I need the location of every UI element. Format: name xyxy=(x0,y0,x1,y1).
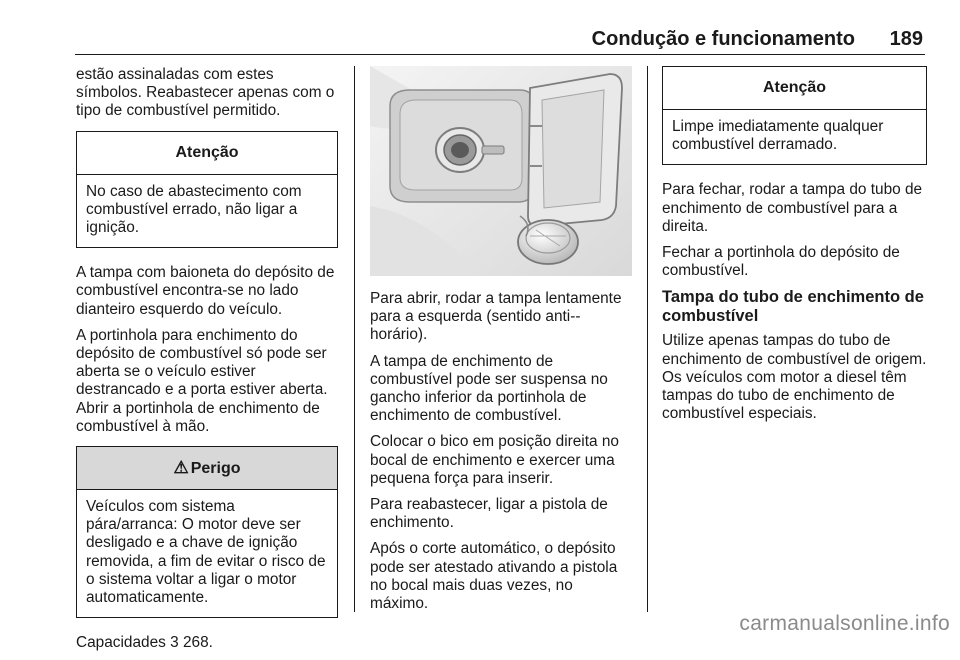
column-left xyxy=(76,66,338,660)
paragraph: Para abrir, rodar a tampa lentamente para a esquerda (sentido anti--horário). xyxy=(370,290,622,344)
page-number: 189 xyxy=(889,28,923,50)
paragraph: Após o corte automático, o depósito pode ser atestado ativando a pistola no bocal mais duas vezes, no máximo. xyxy=(370,540,618,613)
danger-title: Perigo xyxy=(190,460,241,478)
danger-box xyxy=(76,446,338,618)
attention-text: Limpe imediatamente qualquer combustível derramado. xyxy=(672,118,884,154)
capacities-link[interactable]: 3 268. xyxy=(170,634,213,652)
attention-box xyxy=(76,131,338,249)
paragraph: A tampa com baioneta do depósito de combustível encontra-se no lado dianteiro esquerdo do veículo. xyxy=(76,264,335,318)
danger-header xyxy=(77,447,337,490)
column-middle xyxy=(370,66,632,621)
fuel-filler-door-illustration xyxy=(370,66,632,276)
attention-box xyxy=(662,66,927,165)
column-divider xyxy=(354,66,355,612)
column-right xyxy=(662,66,927,431)
paragraph: A tampa de enchimento de combustível pode ser suspensa no gancho inferior da portinhola de enchimento de combustível. xyxy=(370,352,608,425)
attention-text: No caso de abastecimento com combustível errado, não ligar a ignição. xyxy=(86,182,302,237)
capacities-reference xyxy=(76,634,338,652)
paragraph: Para reabastecer, ligar a pistola de enchimento. xyxy=(370,496,608,532)
column-divider xyxy=(647,66,648,612)
section-heading: Tampa do tubo de enchimento de combustível xyxy=(662,288,924,326)
danger-text: Veículos com sistema pára/arranca: O motor deve ser desligado e a chave de ignição removida, a fim de evitar o risco de o sistema voltar a ligar o motor automaticamente. xyxy=(86,498,326,607)
paragraph: A portinhola para enchimento do depósito de combustível só pode ser aberta se o veículo estiver destrancado e a porta estiver aberta. Abrir a portinhola de enchimento de combustível à mão. xyxy=(76,326,328,435)
paragraph: Fechar a portinhola do depósito de combustível. xyxy=(662,244,900,280)
attention-title: Atenção xyxy=(77,132,337,175)
paragraph: Utilize apenas tampas do tubo de enchimento de combustível de origem. Os veículos com motor a diesel têm tampas do tubo de enchimento de combustível especiais. xyxy=(662,332,927,423)
watermark: carmanualsonline.info xyxy=(739,612,950,635)
section-title: Condução e funcionamento xyxy=(591,28,855,50)
paragraph: Para fechar, rodar a tampa do tubo de enchimento de combustível para a direita. xyxy=(662,181,923,235)
paragraph: estão assinaladas com estes símbolos. Reabastecer apenas com o tipo de combustível permitido. xyxy=(76,66,335,120)
capacities-label: Capacidades xyxy=(76,634,166,652)
fuel-door-drawing xyxy=(370,66,632,276)
warning-triangle-icon: ⚠ xyxy=(173,458,189,478)
page-header xyxy=(75,26,925,55)
attention-title: Atenção xyxy=(663,67,926,110)
paragraph: Colocar o bico em posição direita no bocal de enchimento e exercer uma pequena força para inserir. xyxy=(370,433,619,487)
